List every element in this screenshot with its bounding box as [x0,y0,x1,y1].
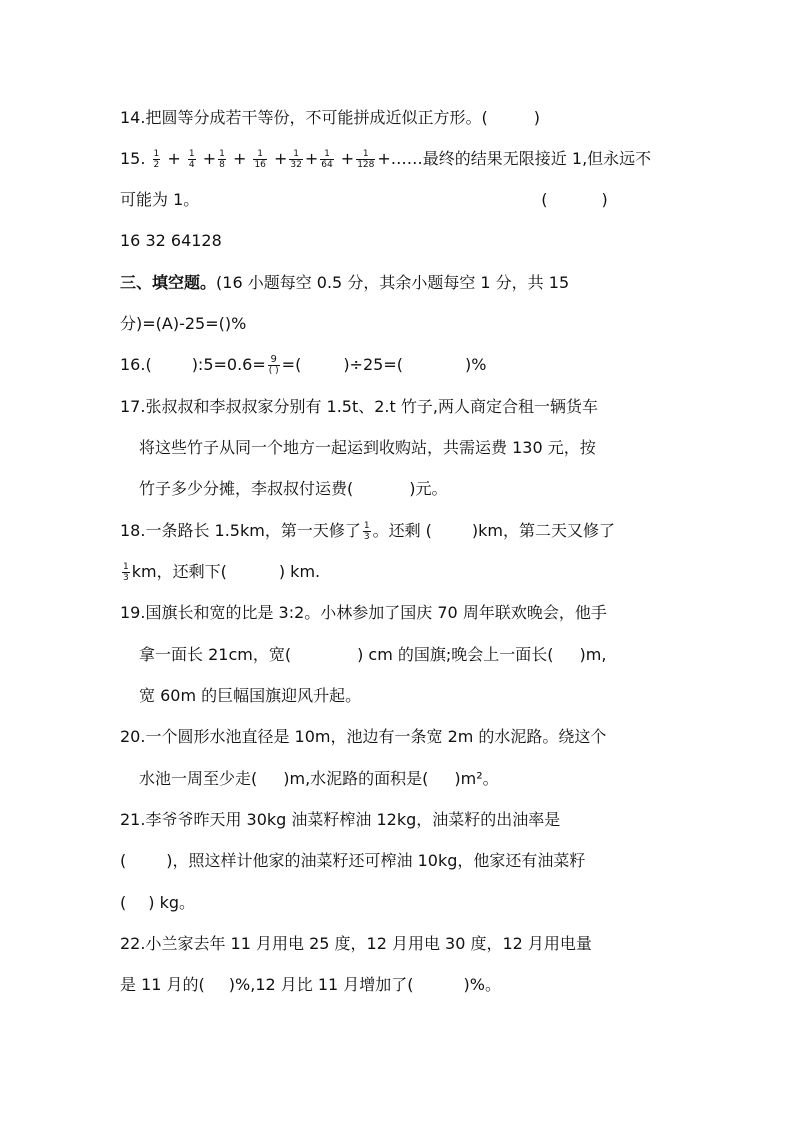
fraction-1-2: $\frac{1}{2}$ [153,149,160,170]
q20-line2-b: )m,水泥路的面积是( [283,769,429,788]
question-17-line3 [139,474,699,504]
question-15-line2 [120,185,680,215]
plus-sign: + [167,149,181,168]
fraction-1-3: $\frac{1}{3}$ [123,562,129,583]
q18-line1-b: 。还剩 ( [372,521,432,540]
q22-line2-b: )%,12 月比 11 月增加了( [228,975,414,994]
question-19-line2 [139,640,699,670]
section-title: 三、填空题。 [120,273,217,292]
question-18-line2 [120,557,680,587]
q15-label: 15. [120,149,146,168]
q18-line2-b: ) km. [278,562,321,581]
section-3-heading [120,268,680,298]
section-3-heading-line2: 分)=(A)-25=()% [120,314,247,333]
q19-line2-a: 拿一面长 21cm，宽( [139,645,292,664]
q22-line2-a: 是 11 月的( [120,975,205,994]
q16-part-c: =( [281,355,302,374]
q15-line2: 可能为 1。 [120,190,200,209]
fraction-1-16: $\frac{1}{16}$ [254,149,266,170]
question-15 [120,144,680,174]
q16-part-d: )÷25=( [343,355,403,374]
question-16 [120,350,680,380]
question-17: 17.张叔叔和李叔叔家分别有 1.5t、2.t 竹子,两人商定合租一辆货车 [120,397,598,416]
plus-sign: + [377,149,391,168]
plus-sign: + [202,149,217,168]
q14-text: 14.把圆等分成若干等份，不可能拼成近似正方形。( [120,108,488,127]
fraction-1-4: $\frac{1}{4}$ [188,149,195,170]
q19-line2-c: )m, [579,645,607,664]
q15-tail: ……最终的结果无限接近 1,但永远不 [390,149,652,168]
question-20-line2 [139,764,699,794]
q17-line3-b: )元。 [409,479,448,498]
fraction-1-8: $\frac{1}{8}$ [219,149,225,170]
question-17-line2: 将这些竹子从同一个地方一起运到收购站，共需运费 130 元，按 [139,438,596,457]
q21-line2-a: ( [120,851,127,870]
question-20: 20.一个圆形水池直径是 10m，池边有一条宽 2m 的水泥路。绕这个 [120,727,607,746]
plus-sign: + [232,149,247,168]
q14-close: ) [533,108,540,127]
question-19-line3: 宽 60m 的巨幅国旗迎风升起。 [139,686,362,705]
q16-part-a: 16.( [120,355,152,374]
fraction-1-64: $\frac{1}{64}$ [321,149,333,170]
q21-line3-b: ) kg。 [148,893,196,912]
plus-sign: + [304,149,319,168]
q20-line2-c: )m²。 [454,769,499,788]
q21-line2-b: )，照这样计他家的油菜籽还可榨油 10kg，他家还有油菜籽 [166,851,586,870]
fraction-1-128: $\frac{1}{128}$ [357,149,375,170]
q18-line2-a: km，还剩下( [131,562,227,581]
question-18 [120,516,680,546]
question-21: 21.李爷爷昨天用 30kg 油菜籽榨油 12kg，油菜籽的出油率是 [120,810,561,829]
question-14 [120,103,680,133]
q18-line1-a: 18.一条路长 1.5km，第一天修了 [120,521,361,540]
q15-paren-open: ( [541,190,548,209]
q22-line2-c: )%。 [463,975,501,994]
q15-paren-close: ) [601,190,608,209]
fraction-1-3: $\frac{1}{3}$ [363,521,370,542]
fraction-1-32: $\frac{1}{32}$ [290,149,302,170]
fraction-9-blank: $\frac{9}{( )}$ [268,354,279,376]
plus-sign: + [340,149,355,168]
q18-line1-c: )km，第二天又修了 [471,521,616,540]
question-19: 19.国旗长和宽的比是 3:2。小林参加了国庆 70 周年联欢晚会，他手 [120,603,607,622]
stray-denominators: 16 32 64128 [120,231,222,250]
q16-part-e: )% [464,355,487,374]
q16-part-b: ):5=0.6= [191,355,266,374]
question-22-line2 [120,970,680,1000]
q21-line3-a: ( [120,893,127,912]
question-21-line3 [120,888,680,918]
q17-line3-a: 竹子多少分摊，李叔叔付运费( [139,479,354,498]
plus-sign: + [273,149,288,168]
section-scoring: (16 小题每空 0.5 分，其余小题每空 1 分，共 15 [216,273,570,292]
q19-line2-b: ) cm 的国旗;晚会上一面长( [357,645,554,664]
question-21-line2 [120,846,680,876]
q20-line2-a: 水池一周至少走( [139,769,258,788]
question-22: 22.小兰家去年 11 月用电 25 度，12 月用电 30 度，12 月用电量 [120,934,592,953]
